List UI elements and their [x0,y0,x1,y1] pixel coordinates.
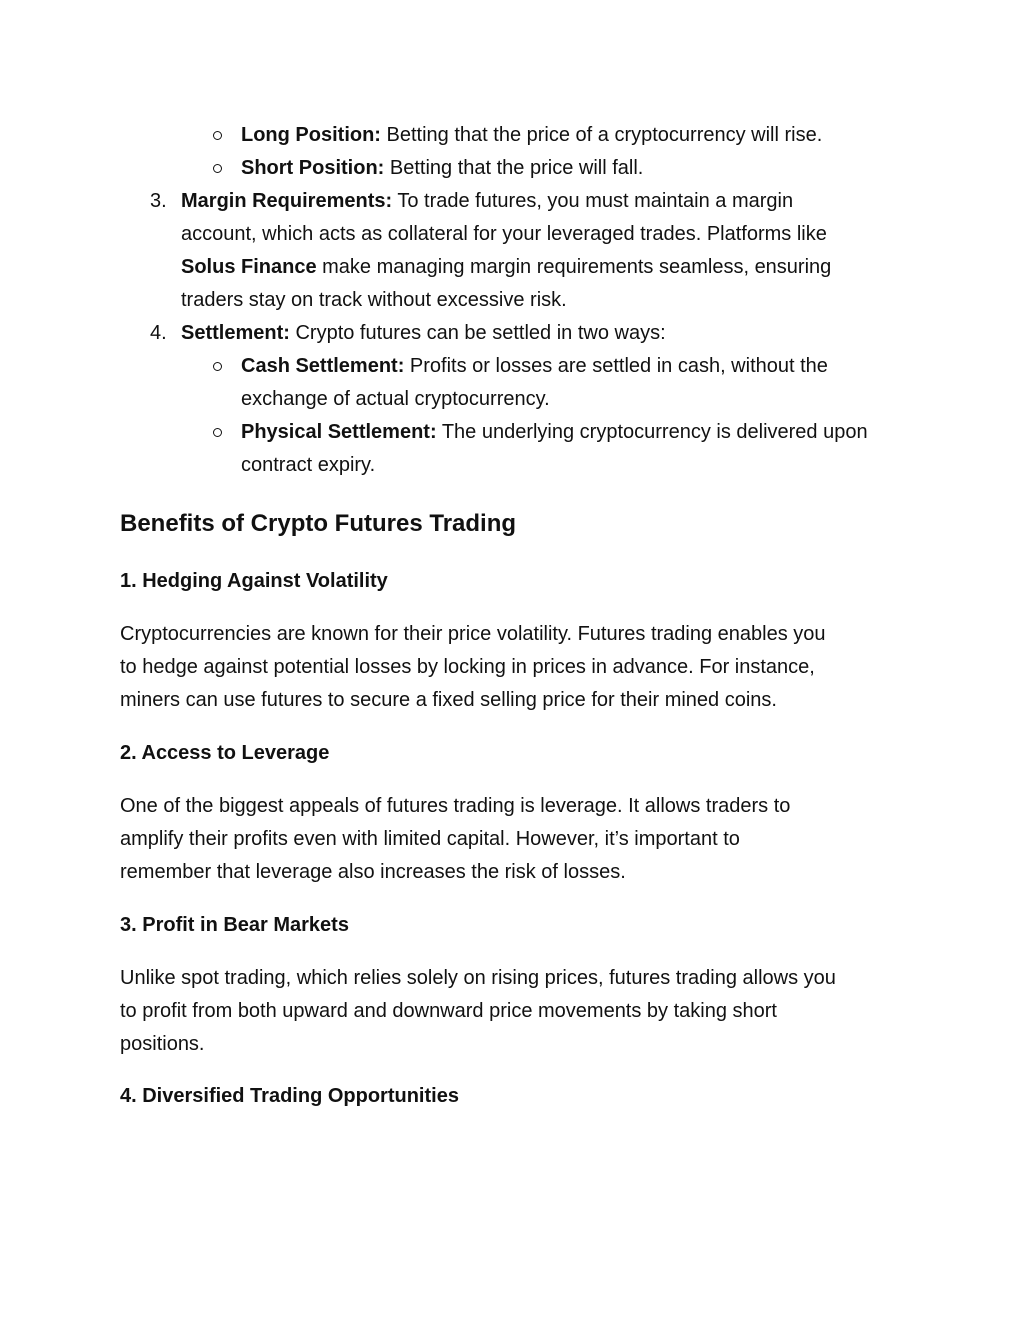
list-item-label: Cash Settlement: [241,355,405,377]
list-number: 3. [150,190,167,212]
subsection-heading: 1. Hedging Against Volatility [120,570,388,592]
paragraph-line: amplify their profits even with limited capital. However, it’s important to [120,828,740,850]
subsection-heading: 3. Profit in Bear Markets [120,914,349,936]
list-item-text: The underlying cryptocurrency is delivered upon [436,421,868,443]
circle-bullet-icon [213,362,222,371]
subsection-heading: 4. Diversified Trading Opportunities [120,1085,459,1107]
list-item-cash-settlement-line1 [241,350,828,383]
list-item-text: Betting that the price will fall. [384,157,644,179]
list-item-text: make managing margin requirements seamless, ensuring [316,256,832,278]
paragraph-line: positions. [120,1033,205,1055]
paragraph-line: to profit from both upward and downward price movements by taking short [120,1000,777,1022]
paragraph-line: Unlike spot trading, which relies solely on rising prices, futures trading allows you [120,967,836,989]
circle-bullet-icon [213,428,222,437]
list-item-margin-line1 [181,185,793,218]
list-item-cash-settlement-line2: exchange of actual cryptocurrency. [241,388,550,410]
list-item-physical-settlement-line2: contract expiry. [241,454,376,476]
list-item-text: To trade futures, you must maintain a margin [392,190,794,212]
list-item-label: Physical Settlement: [241,421,437,443]
list-item-long-position [241,119,822,152]
list-number: 4. [150,322,167,344]
subsection-heading: 2. Access to Leverage [120,742,330,764]
list-item-label: Long Position: [241,124,381,146]
section-title: Benefits of Crypto Futures Trading [120,510,517,537]
list-item-label: Settlement: [181,322,290,344]
list-item-text: Crypto futures can be settled in two ways: [289,322,666,344]
list-item-margin-line3 [181,251,831,284]
list-item-label: Margin Requirements: [181,190,393,212]
list-item-settlement [181,317,666,350]
paragraph-line: miners can use futures to secure a fixed selling price for their mined coins. [120,689,777,711]
list-item-margin-line2: account, which acts as collateral for your leveraged trades. Platforms like [181,223,827,245]
list-item-short-position [241,152,643,185]
circle-bullet-icon [213,164,222,173]
circle-bullet-icon [213,131,222,140]
list-item-text: Betting that the price of a cryptocurrency will rise. [380,124,823,146]
paragraph-line: to hedge against potential losses by locking in prices in advance. For instance, [120,656,815,678]
brand-name: Solus Finance [181,256,317,278]
list-item-physical-settlement-line1 [241,416,868,449]
paragraph-line: Cryptocurrencies are known for their price volatility. Futures trading enables you [120,623,826,645]
list-item-margin-line4: traders stay on track without excessive risk. [181,289,567,311]
list-item-label: Short Position: [241,157,385,179]
paragraph-line: One of the biggest appeals of futures trading is leverage. It allows traders to [120,795,791,817]
list-item-text: Profits or losses are settled in cash, without the [404,355,828,377]
paragraph-line: remember that leverage also increases the risk of losses. [120,861,626,883]
